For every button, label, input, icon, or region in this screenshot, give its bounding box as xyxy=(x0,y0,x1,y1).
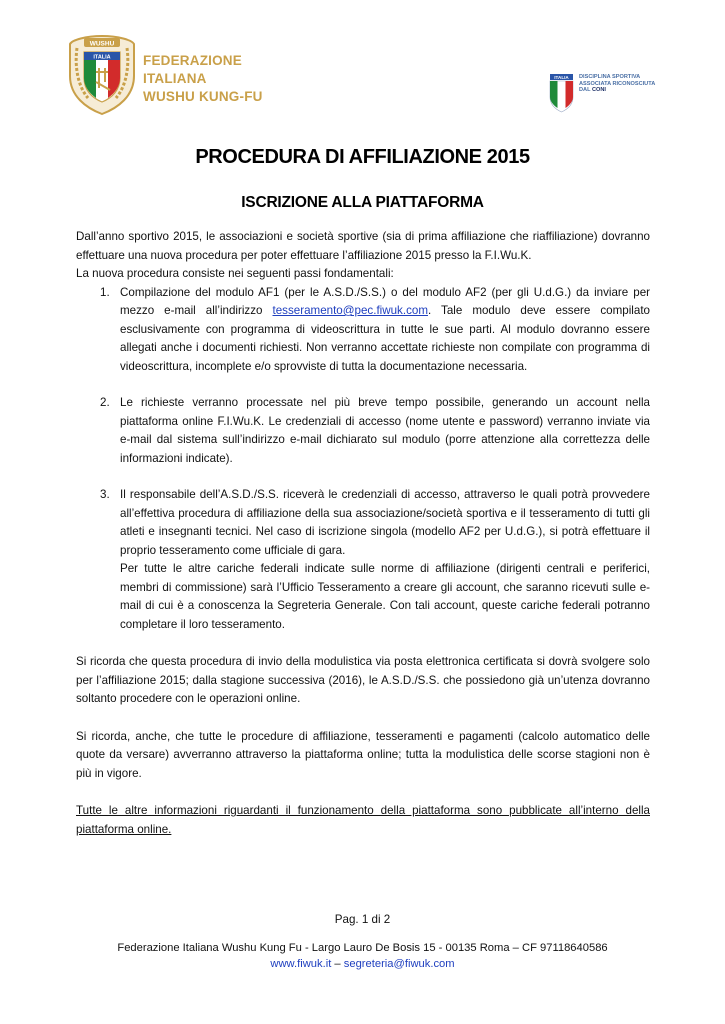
step-text: Il responsabile dell’A.S.D./S.S. riceverà le credenziali di accesso, attraverso le quali potrà provvedere all’effettiva procedura di affiliazione della sua associazione/società sportiva e il tesseramento di tutti gli atleti e insegnanti tecnici. Nel caso di iscrizione singola (modello AF2 per U.d.G.), si potrà effettuare il proprio tesseramento come ufficiale di gara. xyxy=(120,488,650,557)
page-number: Pag. 1 di 2 xyxy=(334,913,391,926)
step-item xyxy=(76,394,650,468)
footer-links xyxy=(0,956,725,972)
intro-paragraph-2: La nuova procedura consiste nei seguenti passi fondamentali: xyxy=(76,267,394,280)
secretariat-email-link[interactable]: segreteria@fiwuk.com xyxy=(343,958,455,970)
step-number: 1. xyxy=(100,285,110,299)
letterhead xyxy=(0,0,725,130)
step-number: 2. xyxy=(100,396,110,409)
step-text-before: Compilazione del modulo AF1 (per le A.S.D./S.S.) o del modulo AF2 (per gli U.d.G.) da inviare per mezzo e-mail all’indirizzo xyxy=(120,285,650,317)
federation-name-line1: FEDERAZIONE xyxy=(143,53,242,68)
coni-shield-text: ITALIA xyxy=(554,75,569,80)
tesseramento-email-link[interactable]: tesseramento@pec.fiwuk.com xyxy=(272,304,428,317)
coni-shield-logo xyxy=(549,73,574,113)
footer-separator: – xyxy=(331,958,344,970)
step-number: 3. xyxy=(100,488,110,501)
intro-paragraph: Dall’anno sportivo 2015, le associazioni e società sportive (sia di prima affiliazione che riaffiliazione) dovranno effettuare una nuova procedura per poter effettuare l’affiliazione 2015 presso la F.I.Wu.K. xyxy=(76,230,650,262)
reminder-paragraph: Si ricorda che questa procedura di invio della modulistica via posta elettronica certificata si dovrà svolgere solo per l’affiliazione 2015; dalla stagione successiva (2016), le A.S.D./S.S. che possiedono già un’utenza dovranno soltanto procedere con le operazioni online. xyxy=(76,655,650,705)
federation-name-line3: WUSHU KUNG-FU xyxy=(143,89,263,104)
coni-text-line3 xyxy=(579,87,655,94)
website-link[interactable]: www.fiwuk.it xyxy=(270,958,332,970)
coni-text-bold: CONI xyxy=(591,87,606,94)
page-footer xyxy=(0,912,725,972)
document-subtitle: ISCRIZIONE ALLA PIATTAFORMA xyxy=(241,194,484,211)
federation-name-line2: ITALIANA xyxy=(143,71,207,86)
logo-shield-text: ITALIA xyxy=(93,54,111,61)
footer-address: Federazione Italiana Wushu Kung Fu - Largo Lauro De Bosis 15 - 00135 Roma – CF 97118640586 xyxy=(117,942,608,954)
reminder-paragraph-2: Si ricorda, anche, che tutte le procedure di affiliazione, tesseramenti e pagamenti (calcolo automatico delle quote da versare) avverranno attraverso la piattaforma online; tutta la modulistica delle scorse stagioni non è più in vigore. xyxy=(76,729,650,780)
coni-text-line2: ASSOCIATA RICONOSCIUTA xyxy=(579,80,656,87)
procedure-steps xyxy=(76,284,650,635)
step-item xyxy=(76,284,650,377)
step-text: Le richieste verranno processate nel più breve tempo possibile, generando un account nella piattaforma online F.I.Wu.K. Le credenziali di accesso (nome utente e password) verranno inviate via e-mail dal sistema sull’indirizzo e-mail dichiarato sul modulo (porre attenzione alla correttezza delle informazioni indicate). xyxy=(120,396,650,465)
step-item xyxy=(76,486,650,634)
coni-recognition-text xyxy=(579,74,655,94)
spacer xyxy=(76,468,650,486)
fiwuk-shield-logo xyxy=(66,32,138,116)
document-body xyxy=(76,228,650,839)
step-text-after: . Tale modulo deve essere compilato esclusivamente con programma di videoscrittura in tutte le sue parti. Al modulo dovranno essere allegati anche i documenti richiesti. Non verranno accettate richieste non compilate con programma di videoscrittura, incomplete e/o sprovviste di tutta la documentazione necessaria. xyxy=(120,304,651,373)
coni-text-line1: DISCIPLINA SPORTIVA xyxy=(579,74,641,80)
coni-text-prefix: DAL xyxy=(579,87,592,94)
logo-banner-text: WUSHU xyxy=(89,40,115,48)
step-text-2: Per tutte le altre cariche federali indicate sulle norme di affiliazione (dirigenti centrali e periferici, membri di commissione) sarà l’Ufficio Tesseramento a creare gli account, che saranno ricevuti sulle e-mail di cui è a conoscenza la Segreteria Generale. Con tali account, queste cariche federali potranno completare il loro tesseramento. xyxy=(120,562,650,631)
platform-info-paragraph: Tutte le altre informazioni riguardanti il funzionamento della piattaforma sono pubblicate all’interno della piattaforma online. xyxy=(76,804,650,836)
document-title: PROCEDURA DI AFFILIAZIONE 2015 xyxy=(195,146,530,168)
spacer xyxy=(76,376,650,394)
federation-name xyxy=(143,52,263,106)
